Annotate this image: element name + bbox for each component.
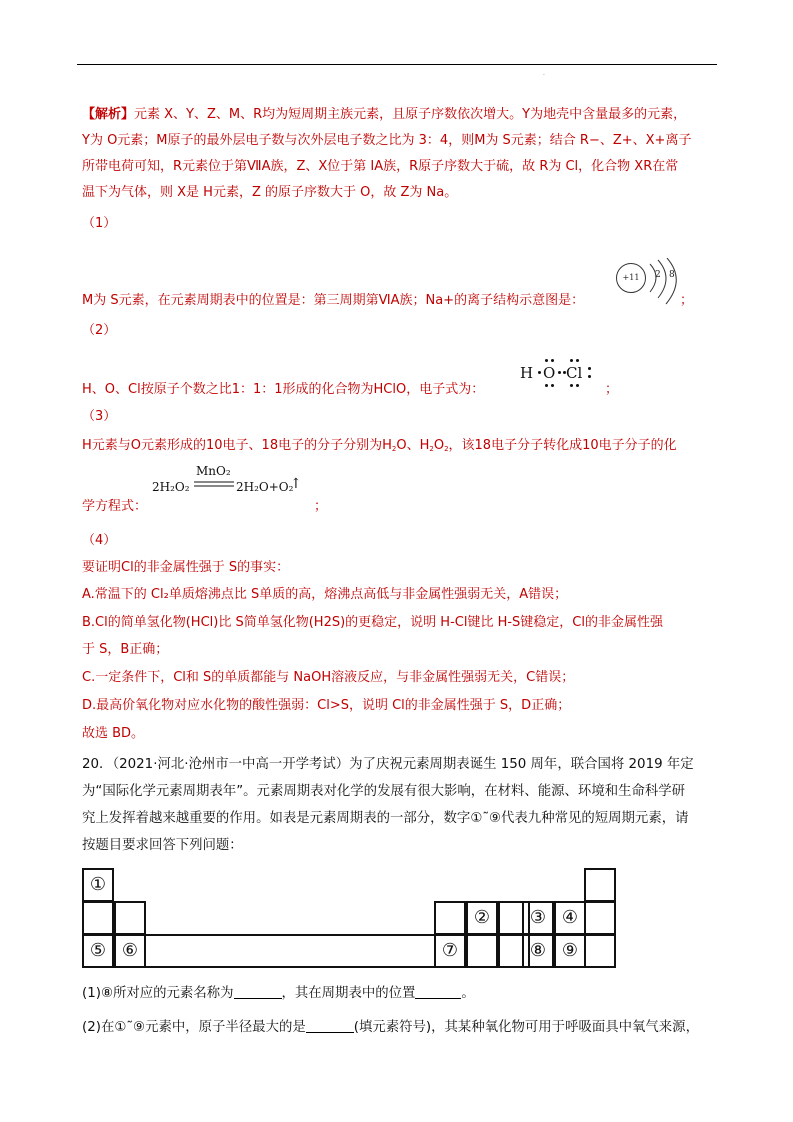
- blank-largest-radius[interactable]: [306, 1020, 354, 1033]
- analysis-line-4: 温下为气体，则 X是 H元素，Z 的原子序数大于 O，故 Z为 Na。: [82, 185, 458, 200]
- cell-4: ④: [554, 901, 586, 935]
- part1-text: M为 S元素，在元素周期表中的位置是：第三周期第ⅥA族；Na+的离子结构示意图是：: [82, 293, 585, 308]
- q20-line-1: 20．（2021·河北·沧州市一中高一开学考试）为了庆祝元素周期表诞生 150 周年，联合国将 2019 年定: [82, 757, 694, 772]
- cell-empty: [434, 901, 466, 935]
- cell-6: ⑥: [114, 934, 146, 968]
- cell-empty: [584, 868, 616, 902]
- equals-arrow: [194, 480, 234, 488]
- header-rule: [77, 64, 717, 65]
- option-a: A.常温下的 Cl₂单质熔沸点比 S单质的高，熔沸点高低与非金属性强弱无关，A错误；: [82, 587, 568, 602]
- cell-empty: [466, 934, 498, 968]
- part1-number: （1）: [82, 216, 117, 231]
- part4-intro: 要证明Cl的非金属性强于 S的事实：: [82, 560, 290, 575]
- option-b-line-1: B.Cl的简单氢化物(HCl)比 S简单氢化物(H2S)的更稳定，说明 H-Cl键比 H-S键稳定，Cl的非金属性强: [82, 615, 664, 630]
- q20-line-4: 按题目要求回答下列问题：: [82, 838, 243, 853]
- gas-arrow: ↑: [290, 476, 302, 492]
- part2-end: ；: [605, 382, 619, 397]
- cell-3: ③: [522, 901, 554, 935]
- header-dot: ·: [543, 72, 545, 79]
- cell-9: ⑨: [554, 934, 586, 968]
- na-ion-structure-diagram: [612, 258, 692, 306]
- table-band-top: [144, 934, 436, 936]
- lewis-h: H: [520, 364, 534, 382]
- cell-empty: [82, 901, 114, 935]
- lewis-o: O: [543, 364, 556, 382]
- nucleus: +11: [616, 263, 646, 293]
- cell-1: ①: [82, 868, 114, 902]
- products: 2H₂O+O₂: [236, 480, 294, 494]
- cell-5: ⑤: [82, 934, 114, 968]
- part2-number: （2）: [82, 323, 117, 338]
- part3-number: （3）: [82, 409, 117, 424]
- q20-line-3: 究上发挥着越来越重要的作用。如表是元素周期表的一部分，数字①˜⑨代表九种常见的短周期元素，请: [82, 811, 689, 826]
- part3-line-1: H元素与O元素形成的10电子、18电子的分子分别为$H_2O$、$H_2O_2$，该18电子分子转化成10电子分子的化: [82, 438, 677, 453]
- h2o2-decomposition-equation: [152, 464, 312, 504]
- electron-shells: [612, 258, 692, 306]
- cell-8: ⑧: [522, 934, 554, 968]
- blank-position[interactable]: [415, 986, 461, 999]
- cell-2: ②: [466, 901, 498, 935]
- shell-1-count: 2: [655, 270, 661, 280]
- analysis-line-3: 所带电荷可知，R元素位于第ⅦA族，Z、X位于第 IA族，R原子序数大于硫，故 R为 Cl，化合物 XR在常: [82, 159, 679, 174]
- cell-empty: [584, 934, 616, 968]
- catalyst: MnO₂: [196, 464, 231, 478]
- cell-7: ⑦: [434, 934, 466, 968]
- blank-element-name[interactable]: [234, 986, 282, 999]
- part1-end: ；: [680, 293, 694, 308]
- option-b-line-2: 于 S，B正确；: [82, 642, 169, 657]
- part2-text: H、O、Cl按原子个数之比1：1：1形成的化合物为HClO，电子式为：: [82, 382, 485, 397]
- q20-sub-2: (2)在①˜⑨元素中，原子半径最大的是 (填元素符号)，其某种氧化物可用于呼吸面具中氧气来源，: [82, 1020, 699, 1035]
- analysis-line-1: 【解析】元素 X、Y、Z、M、R均为短周期主族元素，且原子序数依次增大。Y为地壳中含量最多的元素，: [82, 107, 687, 122]
- lewis-cl: Cl: [566, 364, 583, 382]
- part3-line-2: 学方程式：: [82, 499, 148, 514]
- part4-number: （4）: [82, 533, 117, 548]
- reactants: 2H₂O₂: [152, 480, 190, 494]
- part3-end: ；: [314, 499, 328, 514]
- q20-sub-1: (1)⑧所对应的元素名称为 ，其在周期表中的位置 。: [82, 986, 475, 1001]
- q20-line-2: 为“国际化学元素周期表年”。元素周期表对化学的发展有很大影响，在材料、能源、环境和生命科学研: [82, 784, 686, 799]
- table-band-bottom: [144, 966, 436, 968]
- cell-empty: [114, 901, 146, 935]
- cell-empty: [584, 901, 616, 935]
- answer: 故选 BD。: [82, 726, 145, 741]
- analysis-line-2: Y为 O元素；M原子的最外层电子数与次外层电子数之比为 3：4，则M为 S元素；结合 R−、Z+、X+离子: [82, 133, 692, 148]
- option-c: C.一定条件下，Cl和 S的单质都能与 NaOH溶液反应，与非金属性强弱无关，C错误；: [82, 670, 575, 685]
- option-d: D.最高价氧化物对应水化物的酸性强弱：Cl>S，说明 Cl的非金属性强于 S，D正确；: [82, 698, 571, 713]
- shell-2-count: 8: [669, 270, 675, 280]
- hclo-lewis-structure: [518, 358, 598, 388]
